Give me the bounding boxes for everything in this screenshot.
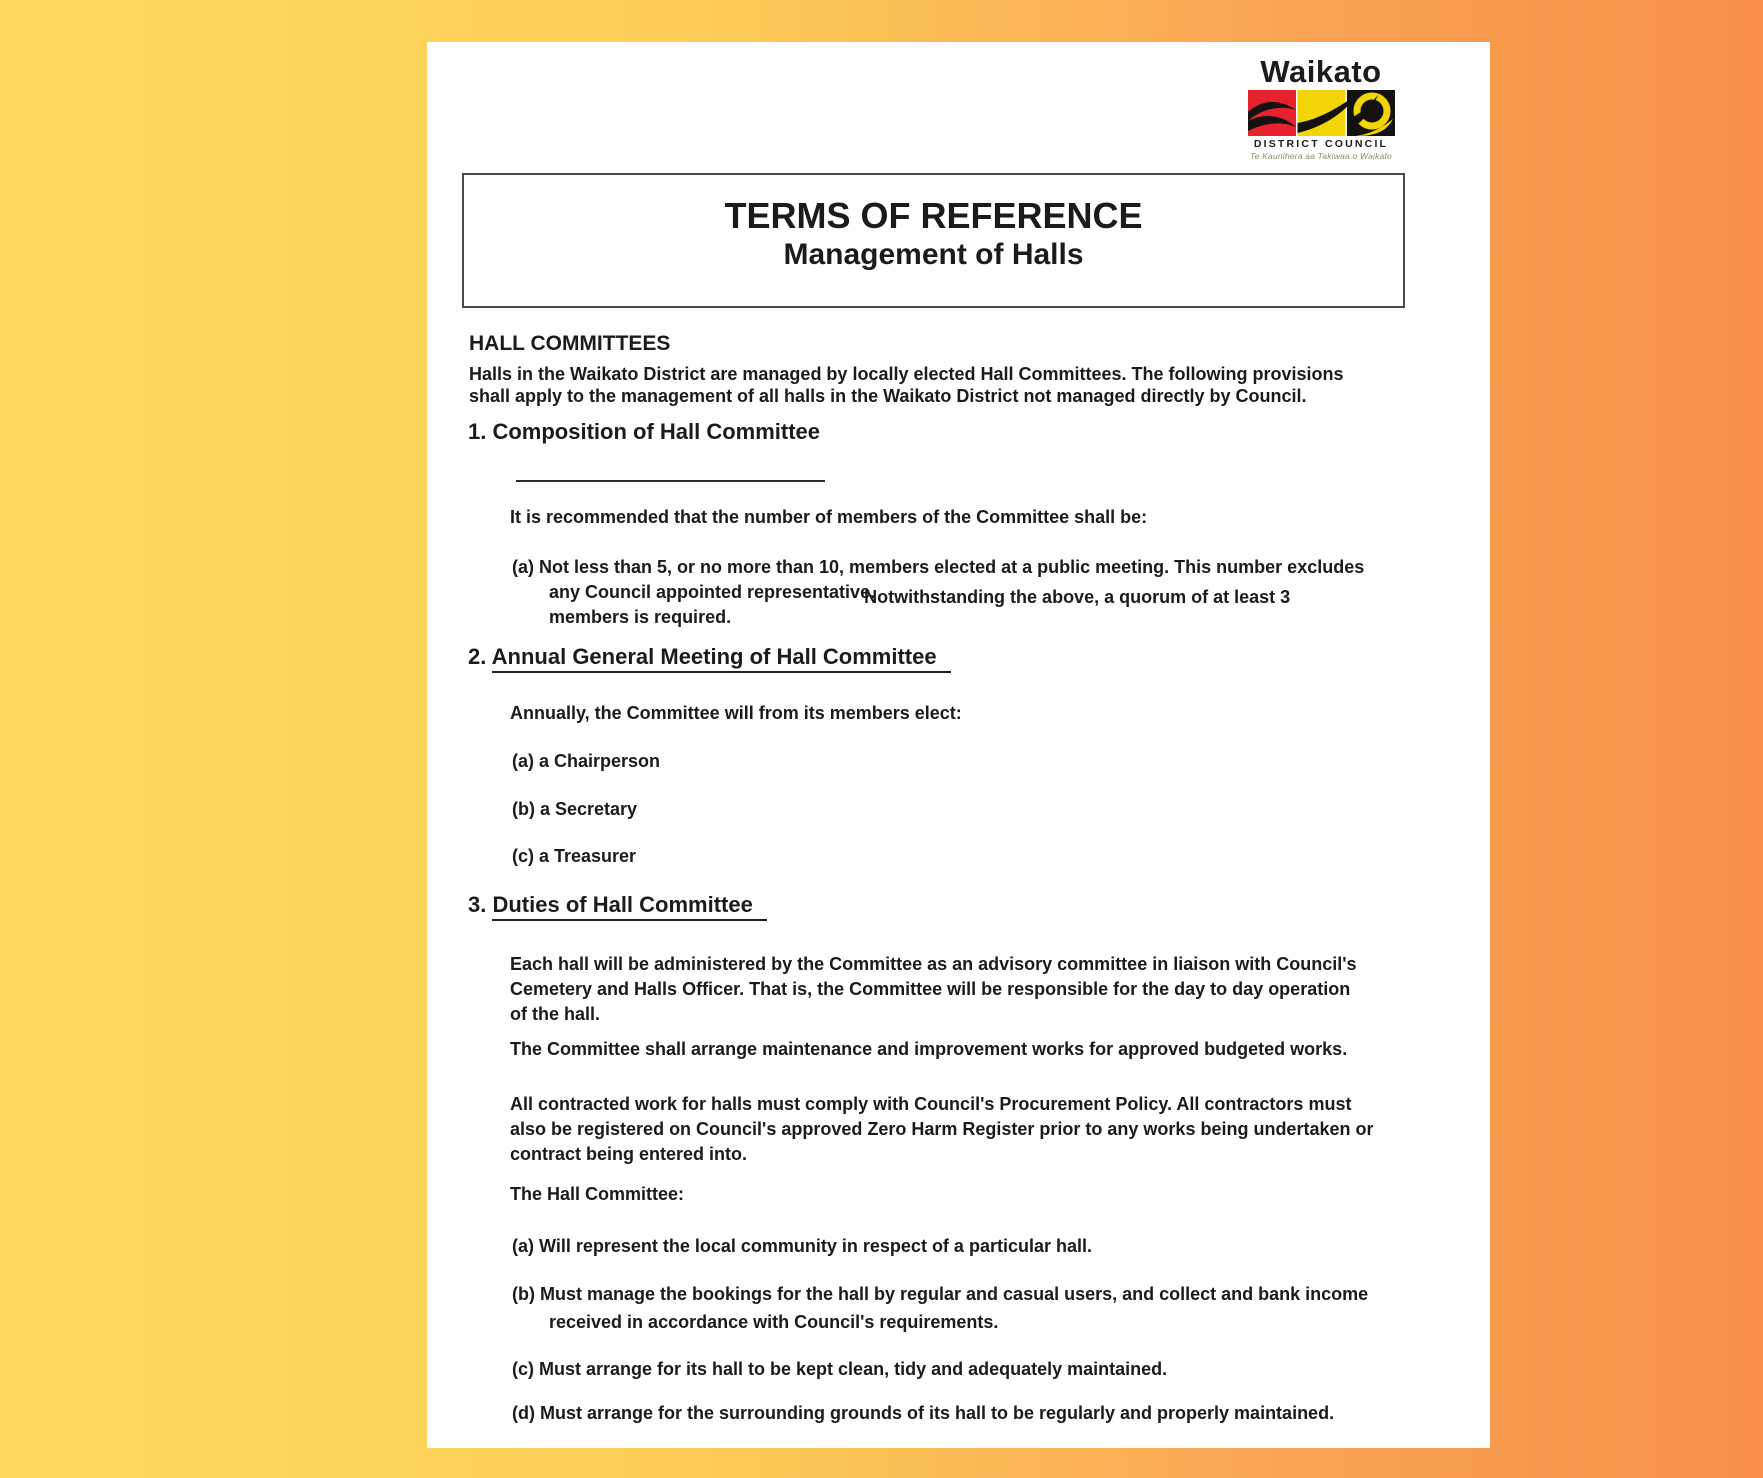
paragraph-line: members is required. bbox=[549, 607, 732, 627]
doc-subtitle: Management of Halls bbox=[783, 238, 1084, 271]
heading-number: 3. bbox=[468, 892, 493, 917]
agm-lead-line: Annually, the Committee will from its members elect: bbox=[510, 703, 962, 723]
overlapped-text-right: Notwithstanding the above, a quorum of at least 3 bbox=[864, 587, 1291, 607]
document-page bbox=[427, 42, 1490, 1448]
title-box bbox=[462, 173, 1405, 308]
duty-item-a: (a) Will represent the local community in respect of a particular hall. bbox=[512, 1236, 1092, 1256]
heading-agm bbox=[468, 645, 951, 669]
list-item-secretary: (b) a Secretary bbox=[512, 799, 638, 819]
heading-composition: 1. Composition of Hall Committee bbox=[468, 419, 821, 444]
logo-wordmark: Waikato bbox=[1260, 54, 1382, 89]
heading-hall-committees: HALL COMMITTEES bbox=[469, 332, 671, 355]
paragraph-line bbox=[549, 580, 1364, 605]
paragraph-line: shall apply to the management of all halls in the Waikato District not managed directly by Council. bbox=[469, 386, 1307, 406]
paragraph-line: received in accordance with Council's requirements. bbox=[549, 1312, 999, 1332]
paragraph-line: (a) Not less than 5, or no more than 10, members elected at a public meeting. This number excludes bbox=[512, 557, 1365, 577]
logo-maori-tagline: Te Kaunihera aa Takiwaa o Waikato bbox=[1250, 151, 1392, 161]
paragraph-line: also be registered on Council's approved Zero Harm Register prior to any works being undertaken or bbox=[510, 1119, 1374, 1139]
heading-underlined-text: Annual General Meeting of Hall Committee bbox=[492, 644, 951, 673]
list-item-chairperson: (a) a Chairperson bbox=[512, 751, 661, 771]
heading-underlined-text: Duties of Hall Committee bbox=[492, 892, 766, 921]
waikato-logo bbox=[1245, 56, 1397, 161]
duties-paragraph-1 bbox=[510, 952, 1357, 1027]
logo-district-council: DISTRICT COUNCIL bbox=[1253, 138, 1389, 150]
doc-title: TERMS OF REFERENCE bbox=[724, 195, 1143, 236]
paragraph-line: Each hall will be administered by the Committee as an advisory committee in liaison with Council's bbox=[510, 954, 1357, 974]
paragraph-line: (b) Must manage the bookings for the hall by regular and casual users, and collect and bank income bbox=[512, 1284, 1369, 1304]
duties-paragraph-2: The Committee shall arrange maintenance and improvement works for approved budgeted works. bbox=[510, 1039, 1348, 1059]
paragraph-line: contract being entered into. bbox=[510, 1144, 748, 1164]
item-composition-a bbox=[512, 555, 1364, 630]
heading-number: 2. bbox=[468, 644, 492, 669]
list-item-treasurer: (c) a Treasurer bbox=[512, 846, 637, 866]
heading-duties bbox=[468, 893, 767, 917]
overlapped-text-left: any Council appointed representative. bbox=[549, 582, 876, 602]
blank-underline-rule bbox=[516, 480, 825, 482]
paragraph-line: Halls in the Waikato District are managed by locally elected Hall Committees. The following provisions bbox=[469, 364, 1344, 384]
duty-item-b bbox=[512, 1280, 1368, 1336]
intro-paragraph bbox=[469, 363, 1344, 407]
paragraph-line: All contracted work for halls must comply with Council's Procurement Policy. All contractors must bbox=[510, 1094, 1352, 1114]
duty-item-d: (d) Must arrange for the surrounding grounds of its hall to be regularly and properly maintained. bbox=[512, 1403, 1335, 1423]
recommend-line: It is recommended that the number of members of the Committee shall be: bbox=[510, 507, 1148, 527]
duties-paragraph-3 bbox=[510, 1092, 1373, 1167]
logo-squares-graphic bbox=[1248, 90, 1395, 136]
duty-item-c: (c) Must arrange for its hall to be kept clean, tidy and adequately maintained. bbox=[512, 1359, 1168, 1379]
hall-committee-lead: The Hall Committee: bbox=[510, 1184, 685, 1204]
paragraph-line: Cemetery and Halls Officer. That is, the Committee will be responsible for the day to day operation bbox=[510, 979, 1351, 999]
paragraph-line: of the hall. bbox=[510, 1004, 600, 1024]
